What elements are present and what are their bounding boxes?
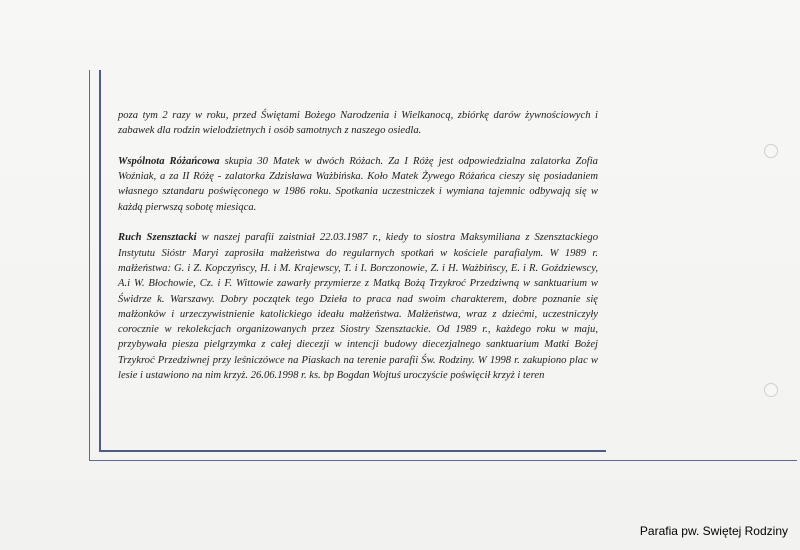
- paragraph-text: poza tym 2 razy w roku, przed Świętami Bożego Narodzenia i Wielkanocą, zbiórkę darów żywnościowych i zabawek dla rodzin wielodzietnych i osób samotnych z naszego osiedla.: [118, 110, 598, 137]
- border-line-vertical-outer: [89, 70, 90, 460]
- document-body: [118, 108, 598, 383]
- paragraph-text: skupia 30 Matek w dwóch Różach. Za I Różę jest odpowiedzialna zalatorka Zofia Woźniak, a za II Różę - zalatorka Zdzisława Ważbińska. Koło Matek Żywego Różańca cieszy się posiadaniem własnego sztandaru poświęconego w 1986 roku. Spotkania uczestniczek i wymiana tajemnic odbywają się w każdą pierwszą sobotę miesiąca.: [118, 155, 598, 213]
- paragraph-text: w naszej parafii zaistniał 22.03.1987 r., kiedy to siostra Maksymiliana z Szensztackiego Instytutu Sióstr Maryi zaprosiła małżeństwa do regularnych spotkań w kościele parafialym. W 1989 r. małżeństwa: G. i Z. Kopczyńscy, H. i M. Krajewscy, T. i I. Borczonowie, Z. i H. Ważbińscy, E. i R. Goździewscy, A.i W. Błochowie, Cz. i F. Wittowie zawarły przymierze z Matką Bożą Trzykroć Przedziwną w sanktuarium w Świdrze k. Warszawy. Dobry początek tego Dzieła to praca nad swoim charakterem, dobre poznanie się małżonków i urzeczywistnienie katolickiego ideału małżeństwa. Małżeństwa, wraz z dziećmi, uczestniczyły corocznie w rekolekcjach organizowanych przez Siostry Szensztackie. Od 1989 r., każdego roku w maju, przybywała piesza pielgrzymka z całej diecezji w intencji budowy diecezjalnego sanktuarium Matki Bożej Trzykroć Przedziwnej przy leśniczówce na Piaskach na terenie parafii Św. Rodziny. W 1998 r. zakupiono plac w lesie i ustawiono na nim krzyż. 26.06.1998 r. ks. bp Bogdan Wojtuś uroczyście poświęcił krzyż i teren: [118, 232, 598, 382]
- paragraph-ruch-szensztacki: [118, 230, 598, 383]
- punch-hole-top: [764, 144, 778, 158]
- paragraph-lead: Ruch Szensztacki: [118, 232, 197, 244]
- paragraph-intro: [118, 108, 598, 139]
- border-line-vertical-inner: [99, 70, 101, 451]
- border-line-horizontal-inner: [99, 450, 606, 452]
- paragraph-wspolnota-rozancowa: [118, 154, 598, 215]
- border-line-horizontal-outer: [89, 460, 797, 461]
- footer-caption: Parafia pw. Swiętej Rodziny: [639, 524, 788, 538]
- paragraph-lead: Wspólnota Różańcowa: [118, 155, 220, 167]
- punch-hole-bottom: [764, 383, 778, 397]
